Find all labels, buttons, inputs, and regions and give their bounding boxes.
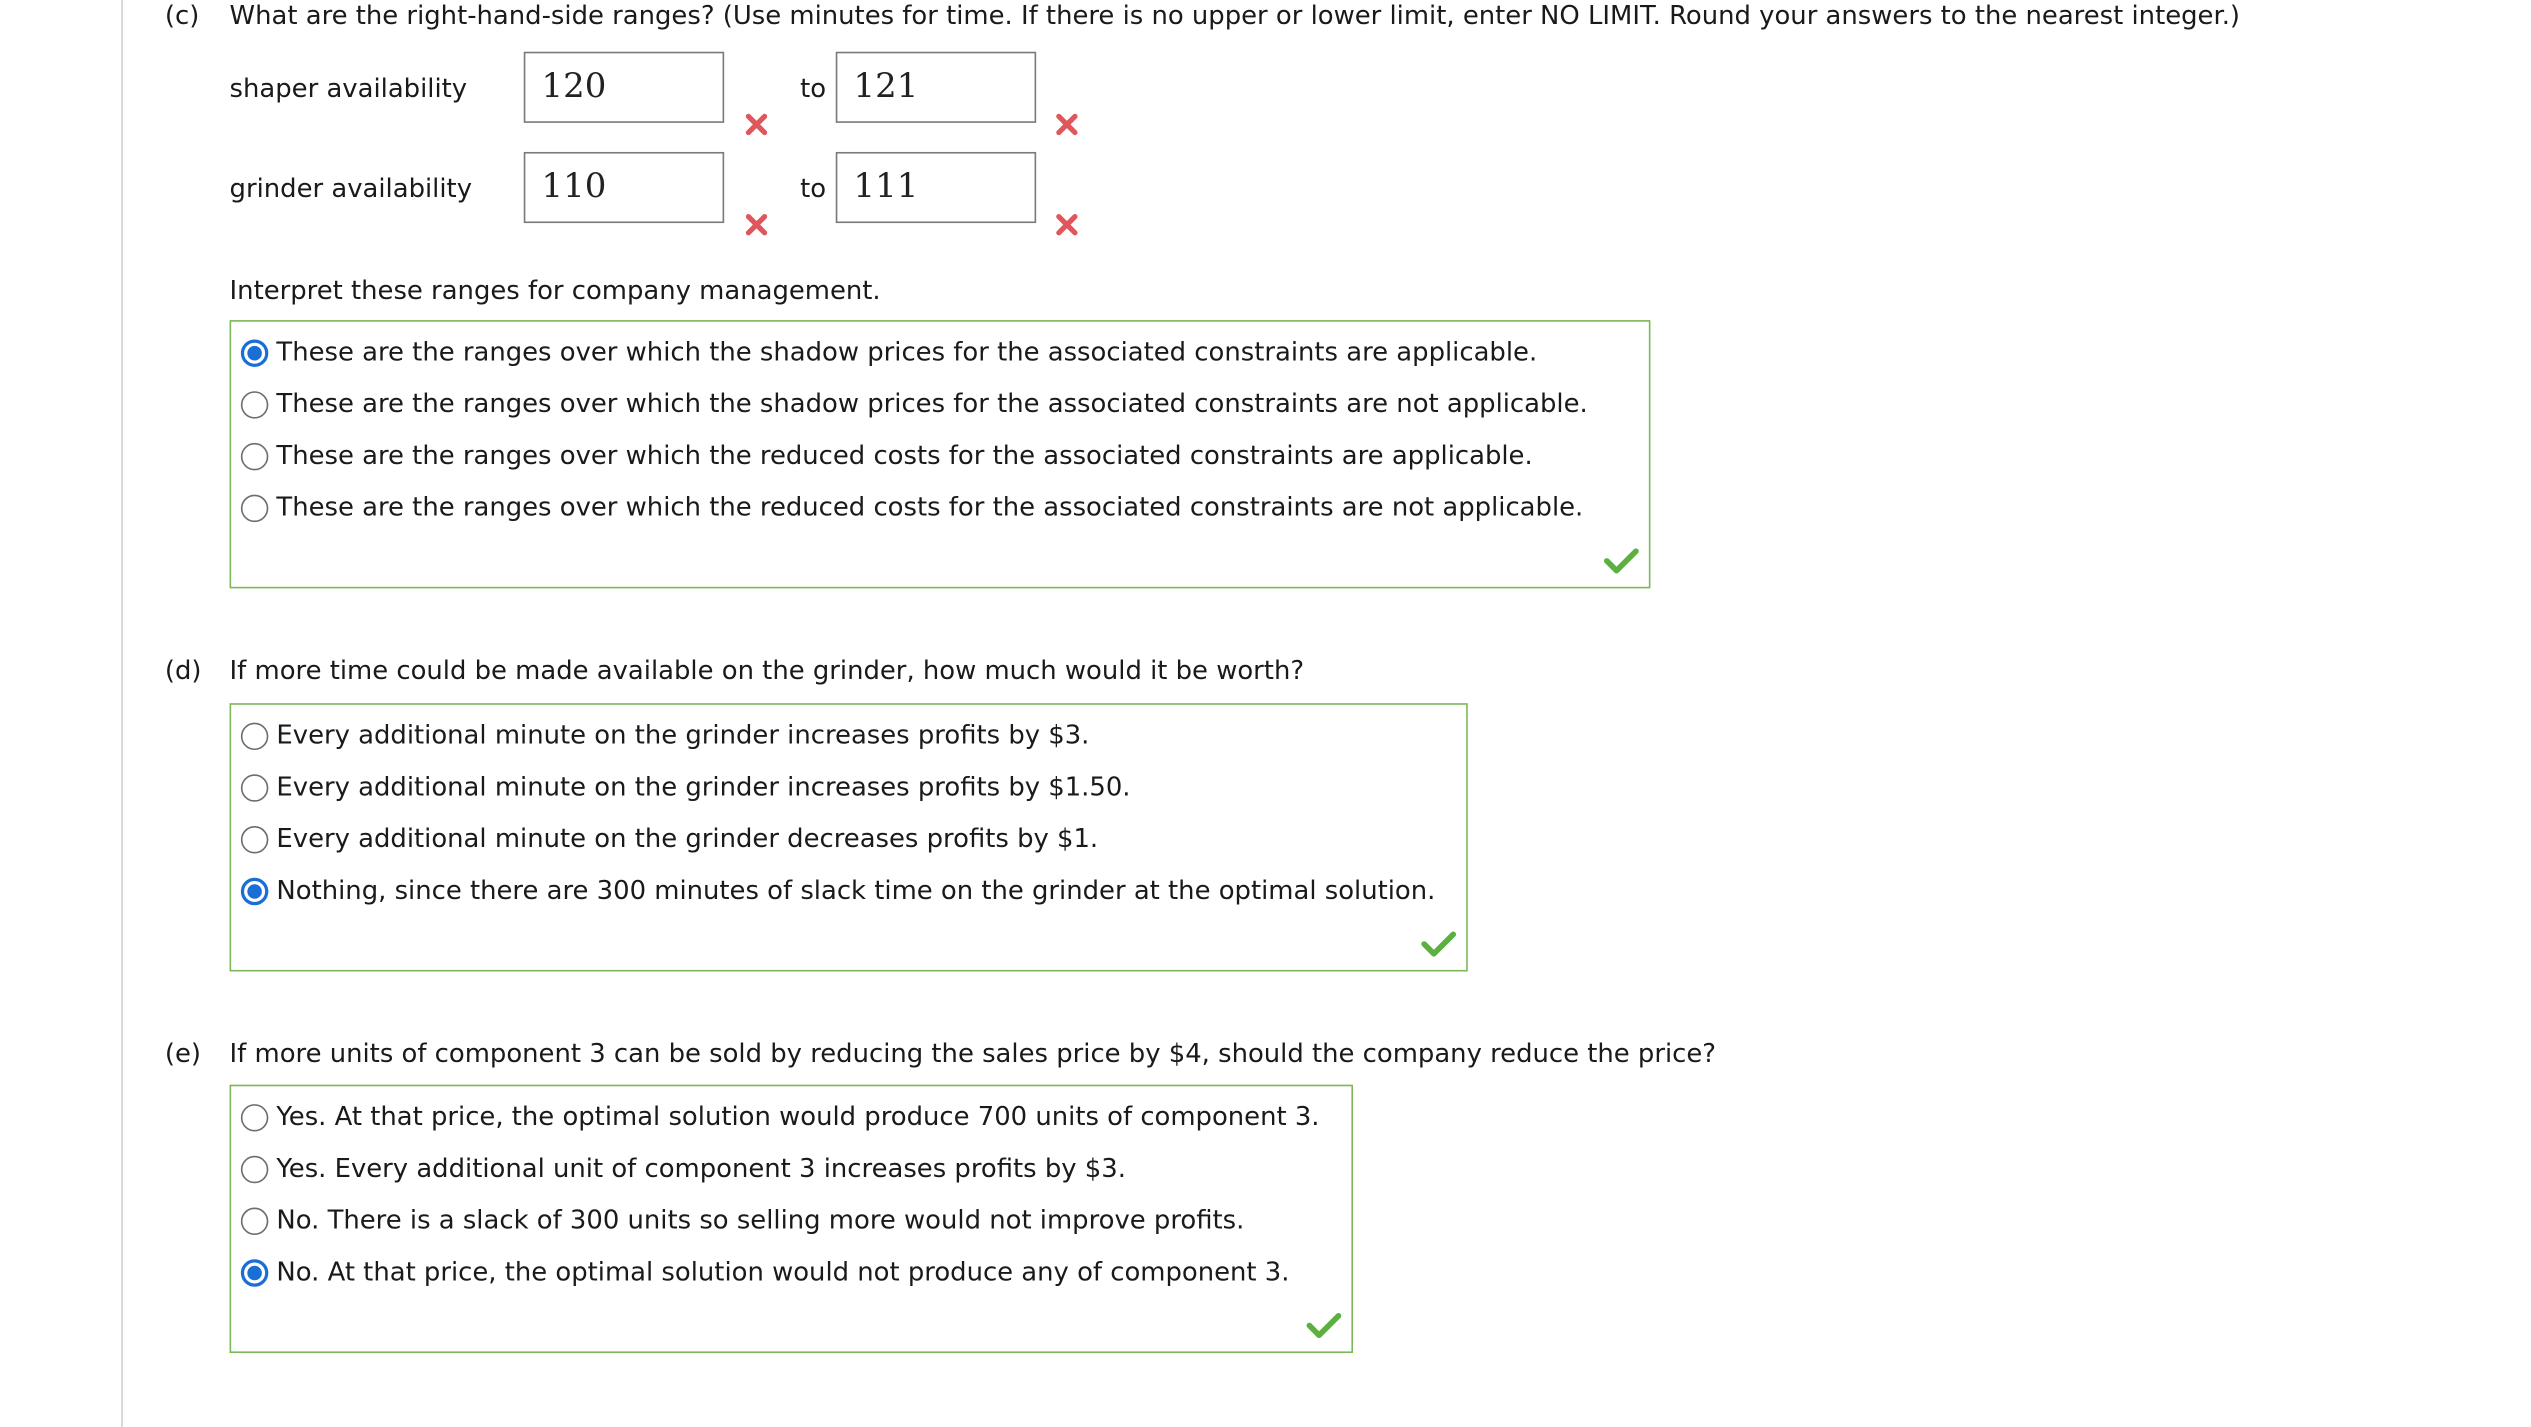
option-label[interactable]: Nothing, since there are 300 minutes of slack time on the grinder at the optimal solution. — [276, 874, 1436, 906]
left-divider — [121, 0, 123, 1427]
radio-option[interactable] — [241, 774, 268, 801]
grinder-upper-input[interactable]: 111 — [836, 152, 1036, 223]
option-label[interactable]: Every additional minute on the grinder decreases profits by $1. — [276, 822, 1099, 854]
check-icon — [1604, 546, 1640, 575]
shaper-upper-input[interactable]: 121 — [836, 52, 1036, 123]
radio-option[interactable] — [241, 1259, 268, 1286]
radio-option[interactable] — [241, 443, 268, 470]
part-c-question: What are the right-hand-side ranges? (Use minutes for time. If there is no upper or lower limit, enter NO LIMIT. Round your answers to the nearest integer.) — [229, 0, 2241, 31]
option-label[interactable]: These are the ranges over which the reduced costs for the associated constraints are not applicable. — [276, 491, 1584, 523]
option-label[interactable]: These are the ranges over which the reduced costs for the associated constraints are applicable. — [276, 439, 1533, 471]
part-e-label: (e) — [164, 1037, 201, 1069]
part-d-options-group — [230, 703, 1468, 971]
option-label[interactable]: Yes. Every additional unit of component 3 increases profits by $3. — [276, 1152, 1126, 1184]
radio-option[interactable] — [241, 495, 268, 522]
option-label[interactable]: Every additional minute on the grinder increases profits by $3. — [276, 719, 1090, 751]
check-icon — [1421, 929, 1457, 958]
grinder-lower-input[interactable]: 110 — [524, 152, 724, 223]
shaper-availability-label: shaper availability — [229, 72, 468, 104]
option-label[interactable]: No. There is a slack of 300 units so selling more would not improve profits. — [276, 1204, 1245, 1236]
radio-option[interactable] — [241, 723, 268, 750]
x-icon — [1054, 212, 1080, 238]
grinder-to-label: to — [800, 172, 827, 204]
radio-option[interactable] — [241, 1104, 268, 1131]
x-icon — [1054, 112, 1080, 138]
part-e-question: If more units of component 3 can be sold by reducing the sales price by $4, should the company reduce the price? — [229, 1037, 1717, 1069]
part-d-label: (d) — [164, 654, 202, 686]
option-label[interactable]: No. At that price, the optimal solution would not produce any of component 3. — [276, 1256, 1290, 1287]
radio-option[interactable] — [241, 391, 268, 418]
option-label[interactable]: These are the ranges over which the shadow prices for the associated constraints are applicable. — [276, 336, 1538, 367]
interpret-prompt: Interpret these ranges for company management. — [229, 274, 881, 306]
radio-option[interactable] — [241, 1156, 268, 1183]
option-label[interactable]: Every additional minute on the grinder increases profits by $1.50. — [276, 771, 1131, 802]
part-d-question: If more time could be made available on the grinder, how much would it be worth? — [229, 654, 1305, 686]
radio-option[interactable] — [241, 339, 268, 366]
check-icon — [1306, 1311, 1342, 1340]
x-icon — [744, 112, 770, 138]
option-label[interactable]: These are the ranges over which the shadow prices for the associated constraints are not applicable. — [276, 387, 1588, 419]
part-e-options-group — [230, 1085, 1353, 1353]
shaper-lower-input[interactable]: 120 — [524, 52, 724, 123]
part-c-label: (c) — [164, 0, 200, 31]
grinder-availability-label: grinder availability — [229, 172, 473, 204]
radio-option[interactable] — [241, 1208, 268, 1235]
x-icon — [744, 212, 770, 238]
radio-option[interactable] — [241, 826, 268, 853]
radio-option[interactable] — [241, 878, 268, 905]
part-c-options-group — [230, 320, 1651, 588]
option-label[interactable]: Yes. At that price, the optimal solution would produce 700 units of component 3. — [276, 1100, 1320, 1132]
shaper-to-label: to — [800, 72, 827, 104]
